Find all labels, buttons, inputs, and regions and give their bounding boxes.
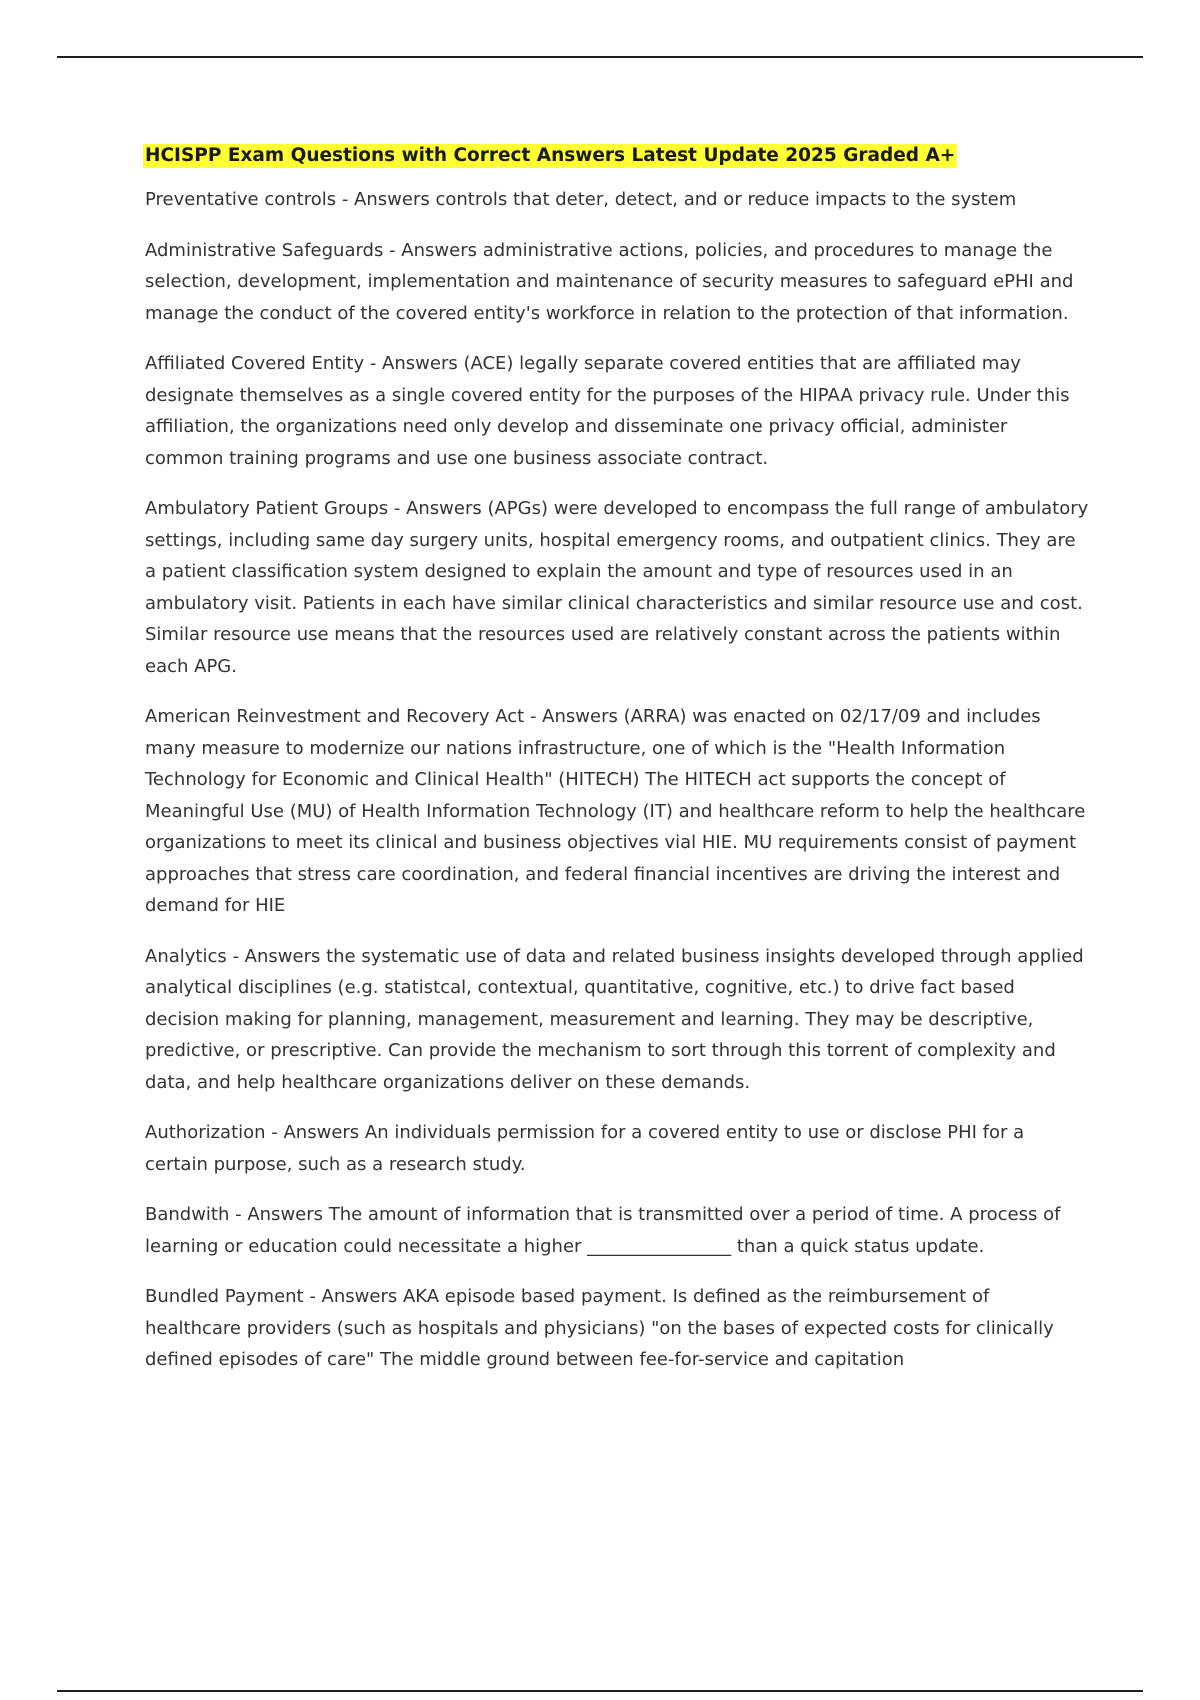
entry-american-reinvestment-act: American Reinvestment and Recovery Act - Answers (ARRA) was enacted on 02/17/09 and includes many measure to modernize our nations infrastructure, one of which is the "Health Information Technology for Economic and Clinical Health" (HITECH) The HITECH act supports the concept of Meaningful Use (MU) of Health Information Technology (IT) and healthcare reform to help the healthcare organizations to meet its clinical and business objectives vial HIE. MU requirements consist of payment approaches that stress care coordination, and federal financial incentives are driving the interest and demand for HIE — [145, 706, 1086, 916]
bottom-rule — [57, 1690, 1143, 1692]
entry-affiliated-covered-entity: Affiliated Covered Entity - Answers (ACE) legally separate covered entities that are affiliated may designate themselves as a single covered entity for the purposes of the HIPAA privacy rule. Under this affiliation, the organizations need only develop and disseminate one privacy official, administer common training programs and use one business associate contract. — [145, 353, 1070, 469]
entry-authorization: Authorization - Answers An individuals permission for a covered entity to use or disclose PHI for a certain purpose, such as a research study. — [145, 1122, 1025, 1175]
entry-analytics: Analytics - Answers the systematic use of data and related business insights developed through applied analytical disciplines (e.g. statistcal, contextual, quantitative, cognitive, etc.) to drive fact based decision making for planning, management, measurement and learning. They may be descriptive, predictive, or prescriptive. Can provide the mechanism to sort through this torrent of complexity and data, and help healthcare organizations deliver on these demands. — [145, 945, 1084, 1093]
entry-bandwith: Bandwith - Answers The amount of information that is transmitted over a period of time. A process of learning or education could necessitate a higher ________________ than a quick status update. — [145, 1204, 1061, 1257]
entry-ambulatory-patient-groups: Ambulatory Patient Groups - Answers (APGs) were developed to encompass the full range of ambulatory settings, including same day surgery units, hospital emergency rooms, and outpatient clinics. They are a patient classification system designed to explain the amount and type of resources used in an ambulatory visit. Patients in each have similar clinical characteristics and similar resource use and cost. Similar resource use means that the resources used are relatively constant across the patients within each APG. — [145, 498, 1089, 677]
entry-administrative-safeguards: Administrative Safeguards - Answers administrative actions, policies, and procedures to manage the selection, development, implementation and maintenance of security measures to safeguard ePHI and manage the conduct of the covered entity's workforce in relation to the protection of that information. — [145, 239, 1074, 324]
document-title: HCISPP Exam Questions with Correct Answers Latest Update 2025 Graded A+ — [145, 145, 956, 166]
document-body — [145, 144, 1090, 1395]
entry-preventative-controls: Preventative controls - Answers controls that deter, detect, and or reduce impacts to the system — [145, 189, 1017, 210]
entry-bundled-payment: Bundled Payment - Answers AKA episode based payment. Is defined as the reimbursement of healthcare providers (such as hospitals and physicians) "on the bases of expected costs for clinically defined episodes of care" The middle ground between fee-for-service and capitation — [145, 1286, 1054, 1370]
top-rule — [57, 56, 1143, 58]
